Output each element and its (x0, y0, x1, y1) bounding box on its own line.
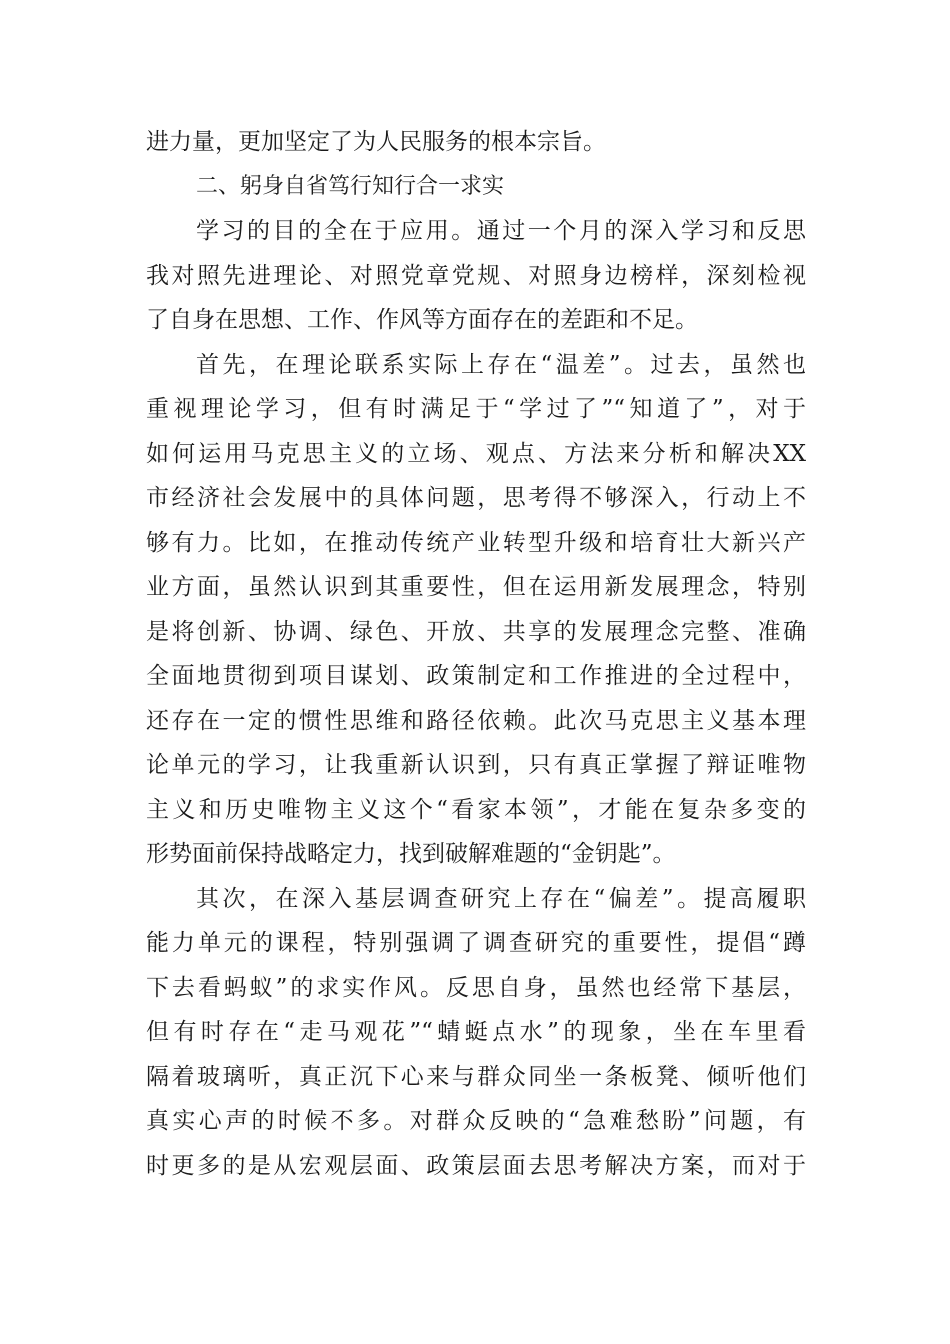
paragraph-line: 全面地贯彻到项目谋划、政策制定和工作推进的全过程中， (146, 663, 806, 689)
paragraph-line: 真实心声的时候不多。对群众反映的“急难愁盼”问题，有 (146, 1108, 806, 1134)
paragraph-line: 市经济社会发展中的具体问题，思考得不够深入，行动上不 (146, 485, 806, 511)
paragraph-line: 还存在一定的惯性思维和路径依赖。此次马克思主义基本理 (146, 708, 806, 734)
paragraph-line: 重视理论学习，但有时满足于“学过了”“知道了”，对于 (146, 396, 806, 422)
paragraph-line: 首先，在理论联系实际上存在“温差”。过去，虽然也 (196, 352, 806, 378)
paragraph-line: 如何运用马克思主义的立场、观点、方法来分析和解决XX (146, 441, 806, 467)
section-heading: 二、躬身自省笃行知行合一求实 (196, 174, 505, 199)
paragraph-line: 论单元的学习，让我重新认识到，只有真正掌握了辩证唯物 (146, 752, 806, 778)
paragraph-line: 时更多的是从宏观层面、政策层面去思考解决方案，而对于 (146, 1153, 806, 1179)
paragraph-line: 够有力。比如，在推动传统产业转型升级和培育壮大新兴产 (146, 530, 806, 556)
paragraph-line: 其次，在深入基层调查研究上存在“偏差”。提高履职 (196, 886, 806, 912)
paragraph-line: 我对照先进理论、对照党章党规、对照身边榜样，深刻检视 (146, 263, 806, 289)
paragraph-line: 能力单元的课程，特别强调了调查研究的重要性，提倡“蹲 (146, 930, 806, 956)
paragraph-line: 业方面，虽然认识到其重要性，但在运用新发展理念，特别 (146, 574, 806, 600)
paragraph-line: 了自身在思想、工作、作风等方面存在的差距和不足。 (146, 307, 698, 333)
paragraph-line: 主义和历史唯物主义这个“看家本领”，才能在复杂多变的 (146, 797, 806, 823)
paragraph-line: 形势面前保持战略定力，找到破解难题的“金钥匙”。 (146, 841, 676, 867)
paragraph-line: 隔着玻璃听，真正沉下心来与群众同坐一条板凳、倾听他们 (146, 1064, 806, 1090)
paragraph-line: 但有时存在“走马观花”“蜻蜓点水”的现象，坐在车里看 (146, 1019, 806, 1045)
paragraph-line: 下去看蚂蚁”的求实作风。反思自身，虽然也经常下基层， (146, 975, 806, 1001)
paragraph-line: 进力量，更加坚定了为人民服务的根本宗旨。 (146, 129, 606, 155)
paragraph-line: 学习的目的全在于应用。通过一个月的深入学习和反思 (196, 218, 806, 244)
paragraph-line: 是将创新、协调、绿色、开放、共享的发展理念完整、准确 (146, 619, 806, 645)
